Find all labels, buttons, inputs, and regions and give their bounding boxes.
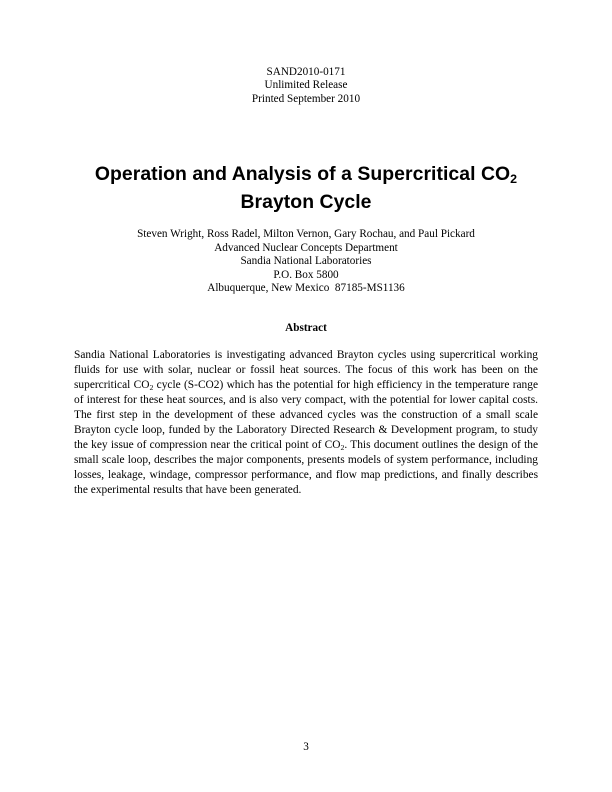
print-date: Printed September 2010 xyxy=(251,92,361,105)
author-city-state-zip: Albuquerque, New Mexico 87185-MS1136 xyxy=(207,282,405,295)
abstract-subscript-2: 2 xyxy=(340,443,345,453)
footer-page-number: 3 xyxy=(303,741,309,753)
author-names: Steven Wright, Ross Radel, Milton Vernon, Gary Rochau, and Paul Pickard xyxy=(137,228,475,240)
author-affiliation-block xyxy=(74,228,538,296)
author-organization: Sandia National Laboratories xyxy=(240,255,372,268)
report-number: SAND2010-0171 xyxy=(266,66,346,78)
abstract-heading: Abstract xyxy=(285,322,327,334)
author-department: Advanced Nuclear Concepts Department xyxy=(214,241,398,254)
page-title-line-2: Brayton Cycle xyxy=(240,190,372,213)
page-title xyxy=(74,161,538,215)
author-po-box: P.O. Box 5800 xyxy=(273,268,339,281)
abstract-segment-2: cycle (S-CO2) which has the potential for high efficiency in the temperature range of interest for these heat sources, and is also very compact, with the potential for lower capital costs. The first step in the development of these advanced cycles was the construction of a small scale Brayton cycle loop, funded by the Laboratory Directed Research & Development program, to study the key issue of compression near the critical point of CO xyxy=(74,379,538,452)
abstract-body xyxy=(74,348,538,498)
release-type: Unlimited Release xyxy=(264,79,348,92)
page-title-subscript: 2 xyxy=(510,172,518,187)
abstract-subscript-1: 2 xyxy=(149,383,154,393)
abstract-paragraph xyxy=(74,348,538,498)
abstract-segment-3: . This document outlines the design of the small scale loop, describes the major components, presents models of system performance, including losses, leakage, windage, compressor performance, and flow map predictions, and finally describes the experimental results that have been generated. xyxy=(74,439,539,497)
report-identification-block xyxy=(74,66,538,106)
abstract-segment-1: Sandia National Laboratories is investigating advanced Brayton cycles using supercritical working fluids for use with solar, nuclear or fossil heat sources. The focus of this work has been on the supercritical CO xyxy=(74,349,538,392)
page-title-line-1 xyxy=(74,161,538,189)
page-title-line-1-text: Operation and Analysis of a Supercritical CO xyxy=(94,162,511,185)
